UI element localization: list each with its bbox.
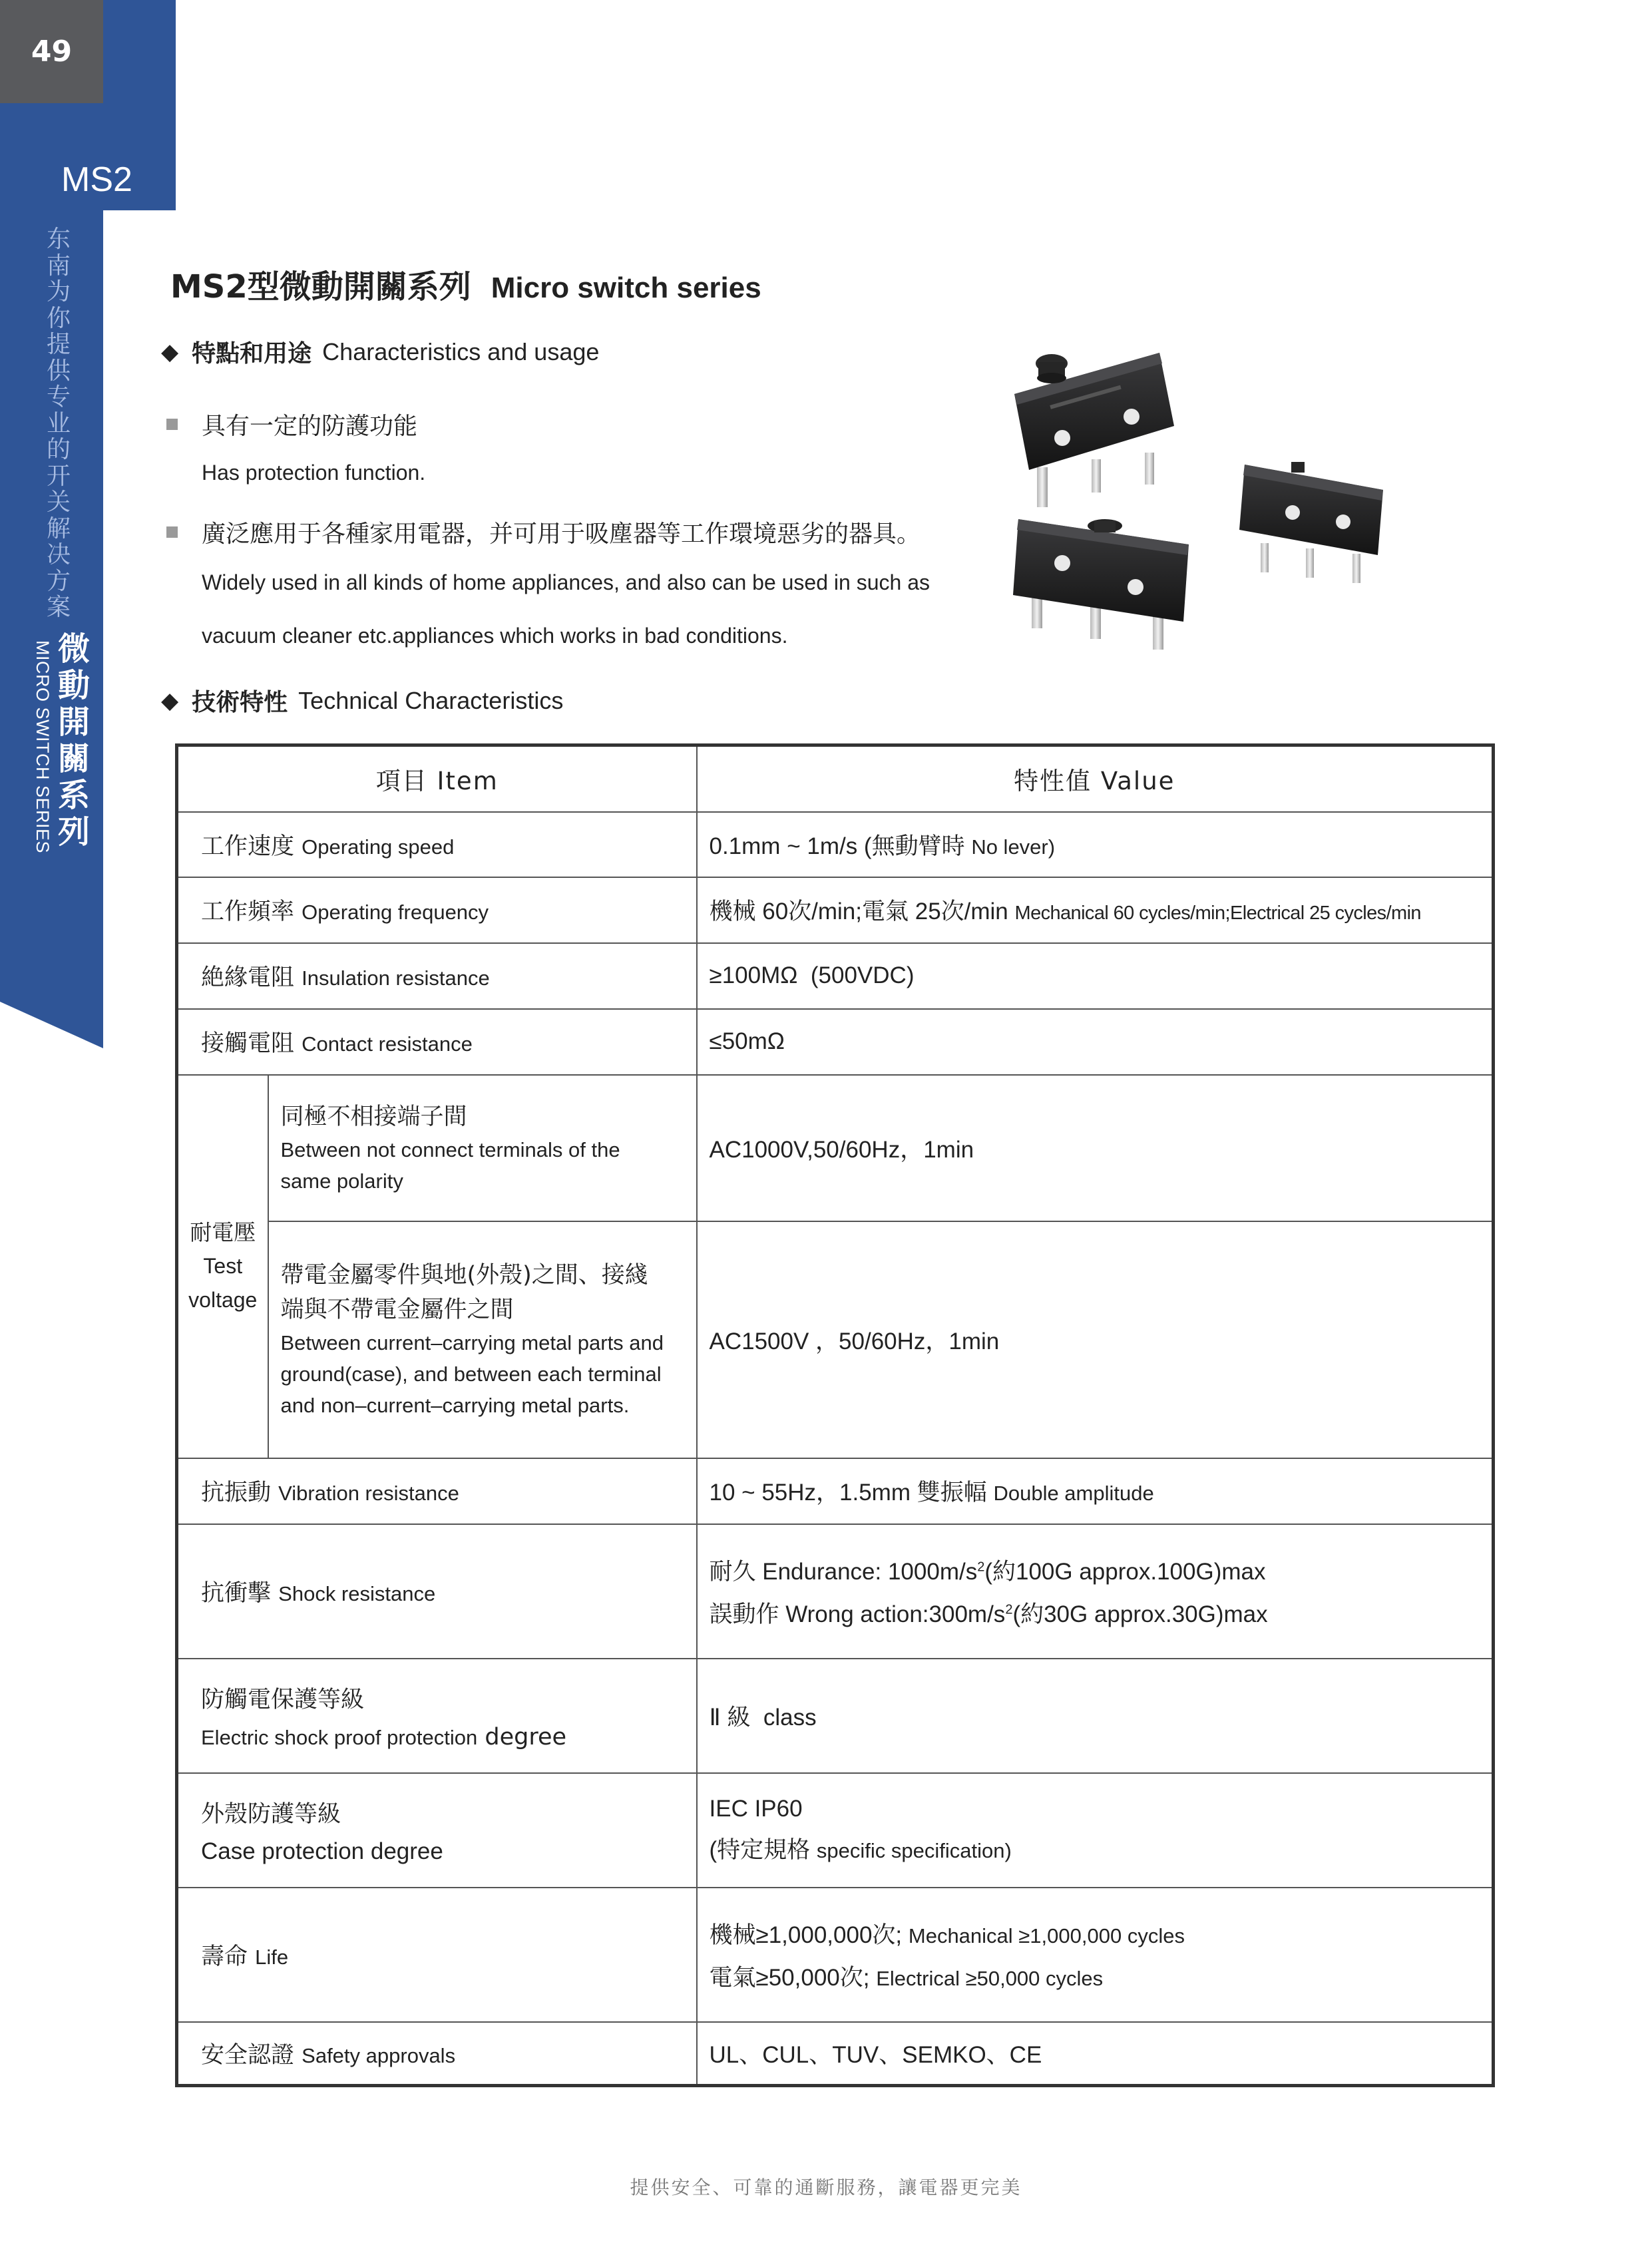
table-row [177,2022,1494,2086]
row-value: 10 ~ 55Hz，1.5mm 雙振幅 Double amplitude [697,1458,1494,1524]
row-value: 機械≥1,000,000次; Mechanical ≥1,000,000 cycles 電氣≥50,000次; Electrical ≥50,000 cycles [697,1888,1494,2022]
row-item: 壽命 Life [177,1888,697,2022]
product-photo [1005,333,1411,659]
row-value: IEC IP60 (特定規格 specific specification) [697,1773,1494,1888]
table-row [177,812,1494,877]
voltage-sub-item: 同極不相接端子間 Between not connect terminals of the same polarity [268,1075,697,1221]
feature-item-en: vacuum cleaner etc.appliances which works in bad conditions. [202,624,788,648]
row-value: 0.1mm ~ 1m/s (無動臂時 No lever) [697,812,1494,877]
page-number: 49 [0,0,103,103]
page-title: MS2型微動開關系列 Micro switch series [170,268,761,306]
switch-image-1 [1014,353,1174,507]
row-value: Ⅱ 級 class [697,1659,1494,1773]
table-row [177,1773,1494,1888]
series-code: MS2 [61,160,132,199]
square-bullet-icon [166,526,178,538]
row-item: 抗衝擊 Shock resistance [177,1524,697,1659]
diamond-bullet-icon: ◆ [161,687,179,714]
table-row [177,1221,1494,1458]
table-row [177,943,1494,1009]
test-voltage-label: 耐電壓 Test voltage [177,1075,268,1458]
feature-item-cn: 具有一定的防護功能 [166,407,417,441]
row-value: 機械 60次/min;電氣 25次/min Mechanical 60 cycles/min;Electrical 25 cycles/min [697,877,1494,943]
table-row [177,1524,1494,1659]
switch-image-3 [1013,519,1189,650]
vertical-title-en: MICRO SWITCH SERIES [33,640,53,854]
switch-image-2 [1239,462,1383,583]
vertical-title-cn: 微 動 開 關 系 列 [57,630,90,851]
row-item: 防觸電保護等級 Electric shock proof protection degree [177,1659,697,1773]
row-item: 抗振動 Vibration resistance [177,1458,697,1524]
section-heading-characteristics: ◆ 特點和用途 Characteristics and usage [161,337,600,367]
row-item: 接觸電阻 Contact resistance [177,1009,697,1075]
spec-table [175,743,1495,2087]
row-item: 安全認證 Safety approvals [177,2022,697,2086]
table-header-value: 特性值 Value [697,745,1494,812]
table-row [177,1458,1494,1524]
vertical-slogan: 东 南 为 你 提 供 专 业 的 开 关 解 决 方 案 [46,226,71,621]
section-heading-technical: ◆ 技術特性 Technical Characteristics [161,686,564,716]
table-row [177,1075,1494,1221]
feature-item-en: Has protection function. [202,461,426,485]
row-value: UL、CUL、TUV、SEMKO、CE [697,2022,1494,2086]
row-item: 工作速度 Operating speed [177,812,697,877]
square-bullet-icon [166,419,178,430]
footer-slogan: 提供安全、可靠的通斷服務，讓電器更完美 [630,2176,1022,2198]
row-value: ≤50mΩ [697,1009,1494,1075]
table-header-item: 項目 Item [177,745,697,812]
feature-item-cn: 廣泛應用于各種家用電器，并可用于吸塵器等工作環境惡劣的器具。 [166,515,921,549]
row-value: 耐久 Endurance: $1000m/s^2$(約100G approx.100G)max 誤動作 Wrong $action:300m/s^2$(約30G approx.30G)max [697,1524,1494,1659]
sidebar-band [0,0,179,1048]
table-header-row [177,745,1494,812]
diamond-bullet-icon: ◆ [161,338,179,365]
voltage-sub-value: AC1500V ，50/60Hz，1min [697,1221,1494,1458]
row-item: 工作頻率 Operating frequency [177,877,697,943]
table-row [177,1009,1494,1075]
table-row [177,1659,1494,1773]
row-value: ≥100MΩ (500VDC) [697,943,1494,1009]
voltage-sub-value: AC1000V,50/60Hz，1min [697,1075,1494,1221]
row-item: 絶緣電阻 Insulation resistance [177,943,697,1009]
feature-item-en: Widely used in all kinds of home appliances, and also can be used in such as [202,570,930,594]
table-row [177,877,1494,943]
table-row [177,1888,1494,2022]
voltage-sub-item: 帶電金屬零件與地(外殼)之間、接綫 端與不帶電金屬件之間 Between current–carrying metal parts and ground(case), and between each terminal and non–current–carrying metal parts. [268,1221,697,1458]
row-item: 外殼防護等級 Case protection degree [177,1773,697,1888]
